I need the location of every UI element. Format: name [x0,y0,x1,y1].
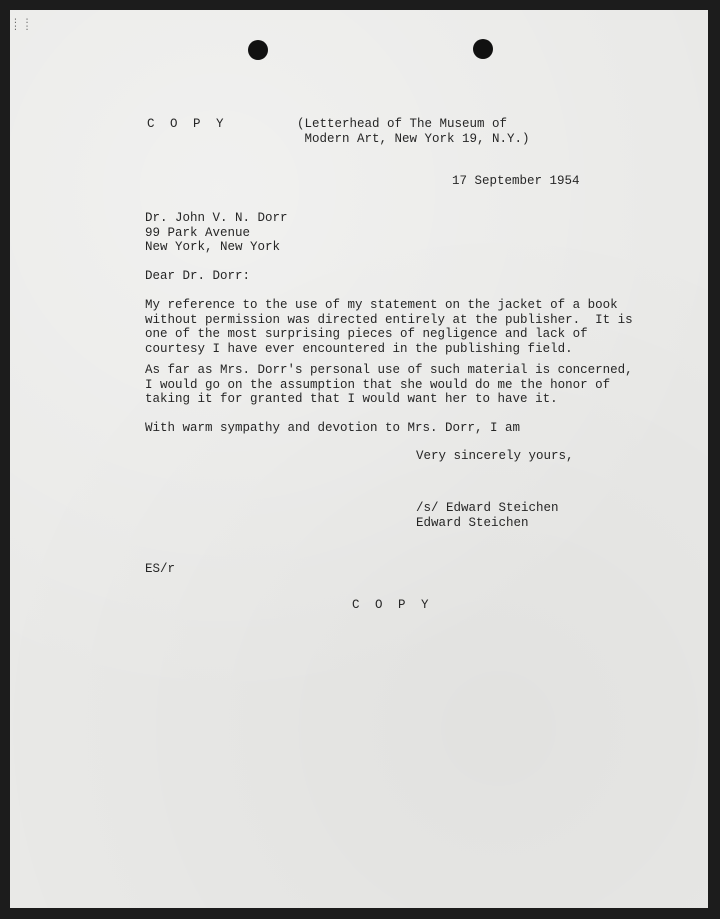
letterhead-note: (Letterhead of The Museum of Modern Art, New York 19, N.Y.) [297,117,530,146]
closing-line: With warm sympathy and devotion to Mrs. Dorr, I am [145,421,521,435]
salutation: Dear Dr. Dorr: [145,269,251,283]
signature-block: /s/ Edward Steichen Edward Steichen [416,501,559,530]
letter-page [10,10,708,908]
body-paragraph-1: My reference to the use of my statement on the jacket of a book without permission was directed entirely at the publisher. It is one of the most surprising pieces of negligence and lack of courtesy I have ever encountered in the publishing field. [145,298,633,356]
corner-marks: : : : : [13,17,31,33]
punch-hole-right [473,39,493,59]
recipient-address: Dr. John V. N. Dorr 99 Park Avenue New York, New York [145,211,288,254]
body-paragraph-2: As far as Mrs. Dorr's personal use of such material is concerned, I would go on the assumption that she would do me the honor of taking it for granted that I would want her to have it. [145,363,633,406]
reference-initials: ES/r [145,562,176,576]
punch-hole-left [248,40,268,60]
copy-mark-top: C O P Y [147,117,228,131]
valediction: Very sincerely yours, [416,449,574,463]
copy-mark-bottom: C O P Y [352,598,433,612]
letter-date: 17 September 1954 [452,174,580,188]
